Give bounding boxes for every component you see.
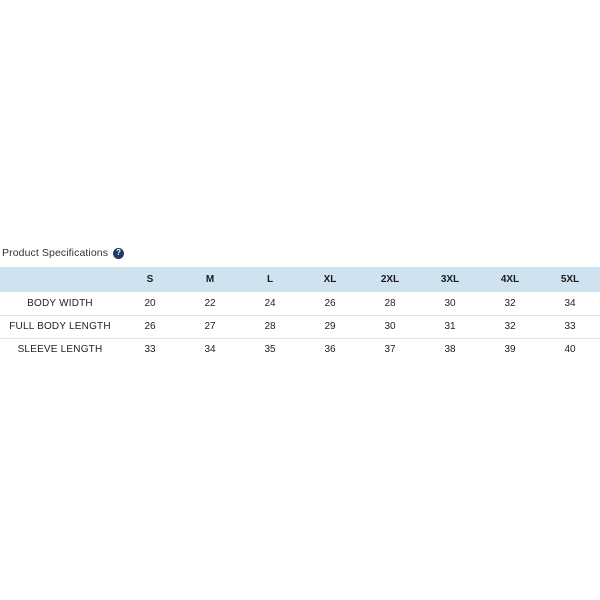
table-cell: 34 bbox=[204, 344, 216, 356]
spec-title: Product Specifications bbox=[2, 247, 109, 259]
size-header-cell: 5XL bbox=[560, 274, 580, 285]
table-row bbox=[0, 338, 600, 361]
table-cell: 33 bbox=[144, 344, 156, 356]
row-label: SLEEVE LENGTH bbox=[17, 344, 103, 356]
table-cell: 35 bbox=[264, 344, 276, 356]
table-cell: 34 bbox=[564, 297, 576, 309]
spec-header bbox=[0, 244, 600, 262]
table-cell: 30 bbox=[444, 297, 456, 309]
size-header-cell: 3XL bbox=[440, 274, 460, 285]
table-cell: 22 bbox=[204, 297, 216, 309]
table-cell: 28 bbox=[264, 321, 276, 332]
table-cell: 33 bbox=[564, 321, 576, 332]
table-cell: 20 bbox=[144, 297, 156, 309]
table-cell: 29 bbox=[324, 321, 336, 332]
size-chart-table bbox=[0, 267, 600, 361]
size-header-cell: 4XL bbox=[500, 274, 520, 285]
size-header-cell: S bbox=[146, 274, 154, 285]
size-header-cell: M bbox=[205, 274, 215, 285]
size-header-row bbox=[0, 267, 600, 292]
product-specifications-section bbox=[0, 244, 600, 361]
table-row bbox=[0, 292, 600, 315]
row-label: BODY WIDTH bbox=[27, 297, 93, 309]
table-cell: 26 bbox=[324, 297, 336, 309]
table-cell: 28 bbox=[384, 297, 396, 309]
table-cell: 24 bbox=[264, 297, 276, 309]
table-cell: 39 bbox=[504, 344, 516, 356]
table-cell: 32 bbox=[504, 321, 516, 332]
table-cell: 36 bbox=[324, 344, 336, 356]
size-header-cell: 2XL bbox=[380, 274, 400, 285]
row-label: FULL BODY LENGTH bbox=[9, 321, 111, 332]
help-icon[interactable]: ? bbox=[113, 248, 124, 259]
size-header-cell: XL bbox=[323, 274, 337, 285]
table-row bbox=[0, 315, 600, 338]
table-cell: 40 bbox=[564, 344, 576, 356]
table-cell: 38 bbox=[444, 344, 456, 356]
table-cell: 30 bbox=[384, 321, 396, 332]
size-header-cell: L bbox=[266, 274, 274, 285]
table-cell: 26 bbox=[144, 321, 156, 332]
header-corner-cell bbox=[0, 267, 120, 292]
table-cell: 31 bbox=[444, 321, 456, 332]
table-cell: 37 bbox=[384, 344, 396, 356]
table-cell: 27 bbox=[204, 321, 216, 332]
table-cell: 32 bbox=[504, 297, 516, 309]
